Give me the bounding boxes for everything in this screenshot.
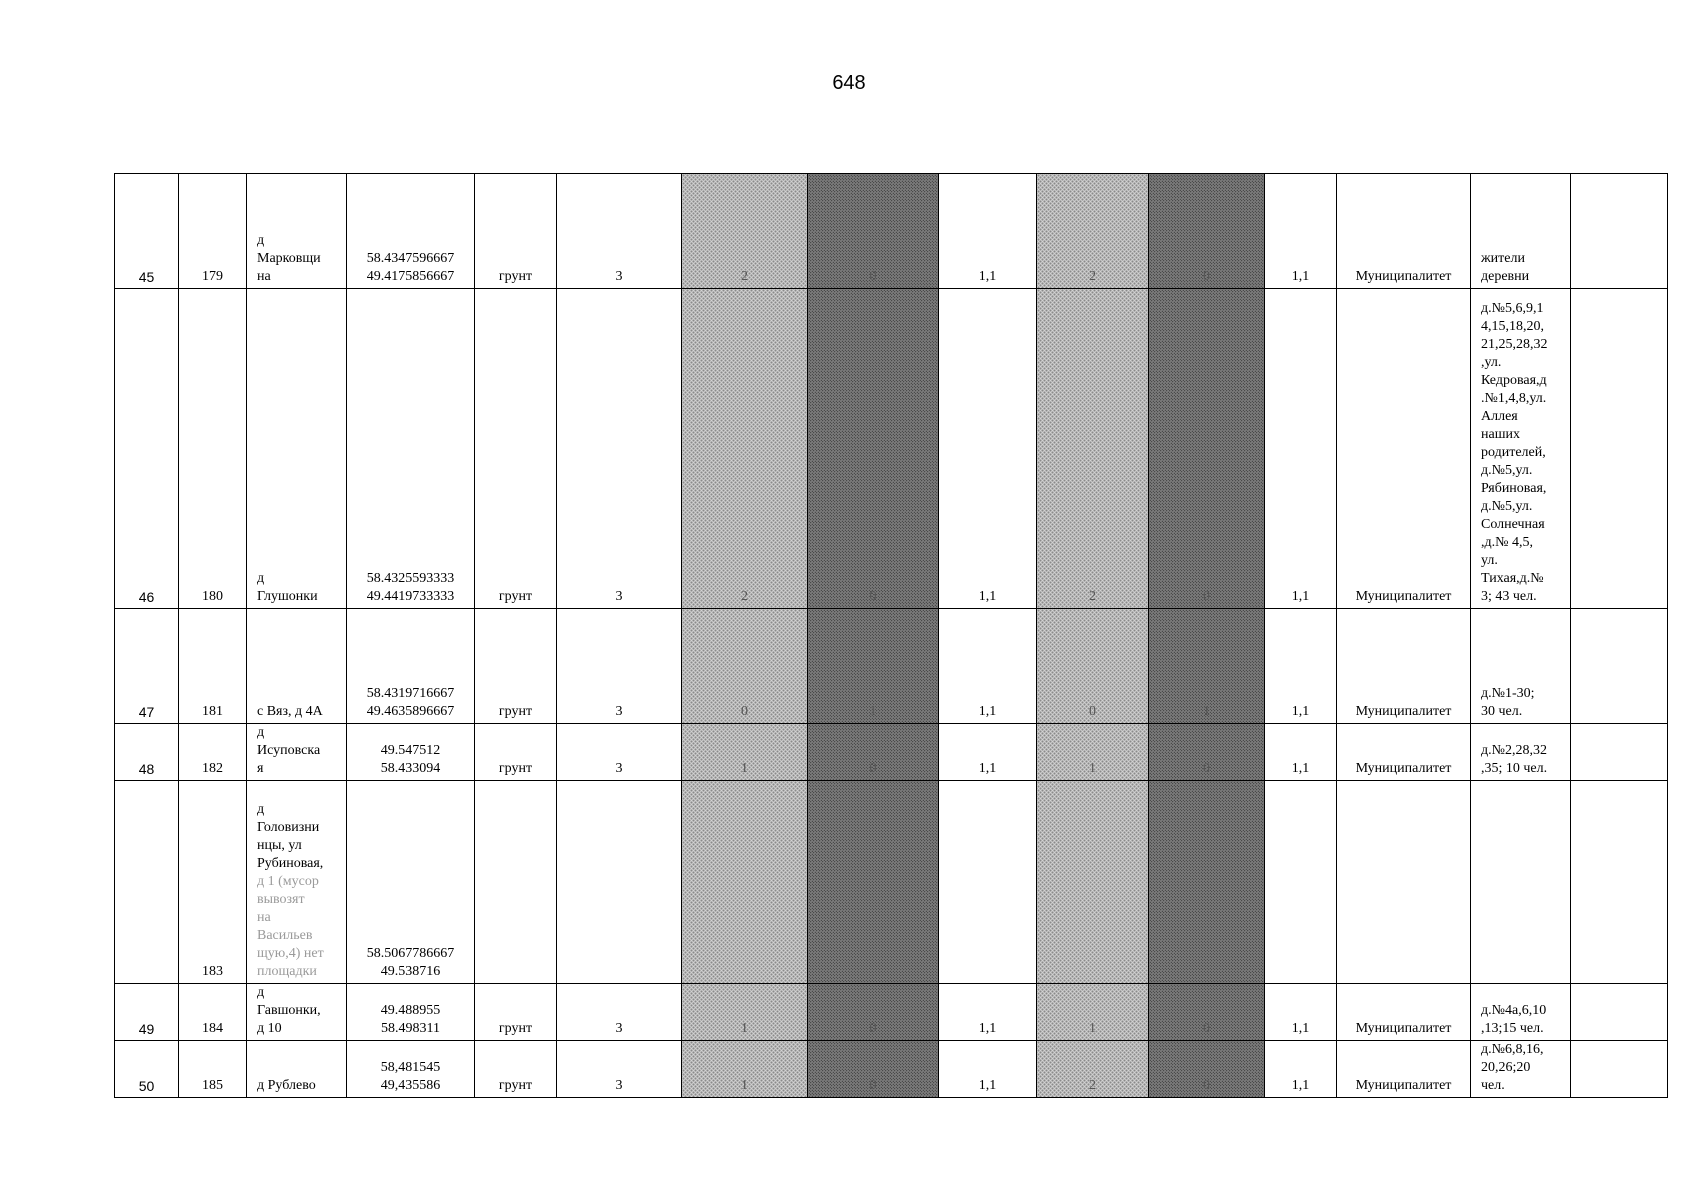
location-cell-line: д <box>257 571 265 586</box>
location-cell-line: Рубиновая, <box>257 856 324 871</box>
col12-cell: 1,1 <box>1265 174 1337 289</box>
location-cell-line: д 1 (мусор <box>257 874 319 889</box>
location-cell <box>247 174 347 289</box>
col8-cell <box>808 609 939 724</box>
col10-cell-value: 2 <box>1089 1078 1096 1093</box>
table-row <box>115 1041 1668 1098</box>
owner-cell: Муниципалитет <box>1337 174 1471 289</box>
notes-cell-line: 3; 43 чел. <box>1481 589 1537 604</box>
coordinates-cell <box>347 984 475 1041</box>
col10-cell <box>1037 781 1149 984</box>
col7-cell <box>682 289 808 609</box>
data-table <box>114 173 1668 1098</box>
owner-cell: Муниципалитет <box>1337 289 1471 609</box>
notes-cell-line: 20,26;20 <box>1481 1060 1531 1075</box>
col7-cell-value: 1 <box>741 1021 748 1036</box>
coordinates-cell-line: 49.488955 <box>380 1003 441 1018</box>
notes-cell-line: наших <box>1481 427 1520 442</box>
col11-cell <box>1149 289 1265 609</box>
col10-cell-value: 1 <box>1089 761 1096 776</box>
table-row <box>115 289 1668 609</box>
col9-cell: 1,1 <box>939 289 1037 609</box>
notes-cell-line: д.№5,6,9,1 <box>1481 301 1544 316</box>
col6-cell: 3 <box>557 1041 682 1098</box>
notes-cell-line: 30 чел. <box>1481 704 1523 719</box>
extra-cell <box>1571 609 1668 724</box>
owner-cell: Муниципалитет <box>1337 609 1471 724</box>
col12-cell: 1,1 <box>1265 984 1337 1041</box>
col9-cell: 1,1 <box>939 724 1037 781</box>
row-number-cell: 48 <box>115 724 179 781</box>
col7-cell <box>682 781 808 984</box>
col9-cell: 1,1 <box>939 609 1037 724</box>
table-row <box>115 174 1668 289</box>
col7-cell <box>682 1041 808 1098</box>
notes-cell-line: 4,15,18,20, <box>1481 319 1544 334</box>
location-cell-line: Гавшонки, <box>257 1003 321 1018</box>
coordinates-cell-line: 58.498311 <box>381 1021 440 1036</box>
table-row <box>115 984 1668 1041</box>
notes-cell-line: ,д.№ 4,5, <box>1481 535 1533 550</box>
col7-cell-value: 1 <box>741 1078 748 1093</box>
notes-cell <box>1471 174 1571 289</box>
col9-cell: 1,1 <box>939 1041 1037 1098</box>
location-cell-line: Головизни <box>257 820 320 835</box>
notes-cell-line: чел. <box>1481 1078 1505 1093</box>
col8-cell-value: 0 <box>869 1078 877 1093</box>
col8-cell-value: 0 <box>869 761 877 776</box>
col11-cell-value: 0 <box>1203 1078 1210 1093</box>
location-cell <box>247 781 347 984</box>
col9-cell: 1,1 <box>939 984 1037 1041</box>
owner-cell: Муниципалитет <box>1337 724 1471 781</box>
coordinates-cell-line: 49.538716 <box>380 964 441 979</box>
surface-cell: грунт <box>475 174 557 289</box>
location-cell-line: Марковщи <box>257 251 321 266</box>
col11-cell-value: 1 <box>1203 704 1210 719</box>
table-body <box>115 174 1668 1098</box>
extra-cell <box>1571 781 1668 984</box>
col10-cell-value: 2 <box>1089 269 1096 284</box>
coordinates-cell-line: 58.4347596667 <box>366 251 455 266</box>
location-cell-line: д <box>257 725 265 740</box>
col8-cell-value: 0 <box>869 589 877 604</box>
notes-cell-line: д.№5,ул. <box>1481 499 1533 514</box>
notes-cell-line: .№1,4,8,ул. <box>1481 391 1547 406</box>
extra-cell <box>1571 984 1668 1041</box>
location-cell-line: на <box>257 269 271 284</box>
location-cell-line: нцы, ул <box>257 838 302 853</box>
coordinates-cell-line: 58.5067786667 <box>366 946 455 961</box>
coordinates-cell-line: 58.4319716667 <box>366 686 455 701</box>
notes-cell-line: Рябиновая, <box>1481 481 1547 496</box>
row-number-cell: 47 <box>115 609 179 724</box>
col6-cell: 3 <box>557 174 682 289</box>
row-number-cell: 46 <box>115 289 179 609</box>
col7-cell-value: 2 <box>741 269 748 284</box>
coordinates-cell-line: 49.4419733333 <box>366 589 455 604</box>
location-cell <box>247 984 347 1041</box>
location-cell-line: вывозят <box>257 892 305 907</box>
location-cell-line: на <box>257 910 271 925</box>
col9-cell <box>939 781 1037 984</box>
col7-cell <box>682 724 808 781</box>
col7-cell-value: 1 <box>741 761 748 776</box>
col6-cell: 3 <box>557 724 682 781</box>
row-number-cell: 45 <box>115 174 179 289</box>
location-cell <box>247 609 347 724</box>
location-cell-line: щую,4) нет <box>257 946 324 961</box>
col6-cell: 3 <box>557 609 682 724</box>
surface-cell <box>475 781 557 984</box>
location-cell-line: д 10 <box>257 1021 282 1036</box>
col7-cell <box>682 984 808 1041</box>
notes-cell <box>1471 984 1571 1041</box>
col8-cell <box>808 984 939 1041</box>
location-cell-line: Глушонки <box>257 589 318 604</box>
surface-cell: грунт <box>475 289 557 609</box>
col10-cell <box>1037 609 1149 724</box>
col8-cell <box>808 724 939 781</box>
table-row <box>115 781 1668 984</box>
col11-cell-value: 0 <box>1203 1021 1210 1036</box>
notes-cell-line: д.№5,ул. <box>1481 463 1533 478</box>
page-number: 648 <box>832 72 866 94</box>
col10-cell-value: 2 <box>1089 589 1096 604</box>
surface-cell: грунт <box>475 1041 557 1098</box>
notes-cell-line: Солнечная <box>1481 517 1545 532</box>
location-cell <box>247 1041 347 1098</box>
col6-cell: 3 <box>557 289 682 609</box>
notes-cell <box>1471 781 1571 984</box>
location-cell-line: с Вяз, д 4А <box>257 704 323 719</box>
site-id-cell: 183 <box>179 781 247 984</box>
coordinates-cell-line: 58.4325593333 <box>366 571 455 586</box>
owner-cell: Муниципалитет <box>1337 984 1471 1041</box>
table-row <box>115 609 1668 724</box>
notes-cell-line: ,35; 10 чел. <box>1481 761 1548 776</box>
notes-cell-line: д.№6,8,16, <box>1481 1042 1544 1057</box>
col6-cell: 3 <box>557 984 682 1041</box>
notes-cell <box>1471 724 1571 781</box>
location-cell-line: Васильев <box>257 928 313 943</box>
location-cell-line: площадки <box>257 964 317 979</box>
site-id-cell: 179 <box>179 174 247 289</box>
col8-cell-value: 0 <box>869 1021 877 1036</box>
notes-cell-line: д.№4а,6,10 <box>1481 1003 1547 1018</box>
col11-cell <box>1149 609 1265 724</box>
col12-cell: 1,1 <box>1265 724 1337 781</box>
coordinates-cell-line: 58.433094 <box>380 761 441 776</box>
col12-cell: 1,1 <box>1265 1041 1337 1098</box>
notes-cell-line: деревни <box>1481 269 1530 284</box>
col11-cell-value: 0 <box>1203 589 1210 604</box>
coordinates-cell-line: 58,481545 <box>380 1060 441 1075</box>
notes-cell-line: ,ул. <box>1481 355 1502 370</box>
notes-cell-line: ул. <box>1481 553 1498 568</box>
col10-cell-value: 0 <box>1089 704 1096 719</box>
col10-cell <box>1037 984 1149 1041</box>
col11-cell <box>1149 781 1265 984</box>
col8-cell <box>808 781 939 984</box>
site-id-cell: 181 <box>179 609 247 724</box>
notes-cell-line: Аллея <box>1481 409 1518 424</box>
coordinates-cell <box>347 289 475 609</box>
location-cell-line: д <box>257 985 265 1000</box>
notes-cell-line: д.№1-30; <box>1481 686 1535 701</box>
surface-cell: грунт <box>475 724 557 781</box>
notes-cell <box>1471 1041 1571 1098</box>
site-id-cell: 184 <box>179 984 247 1041</box>
extra-cell <box>1571 1041 1668 1098</box>
row-number-cell: 50 <box>115 1041 179 1098</box>
col11-cell <box>1149 1041 1265 1098</box>
notes-cell-line: жители <box>1481 251 1525 266</box>
extra-cell <box>1571 724 1668 781</box>
col7-cell-value: 0 <box>741 704 748 719</box>
col7-cell <box>682 174 808 289</box>
col11-cell <box>1149 724 1265 781</box>
col10-cell <box>1037 174 1149 289</box>
notes-cell-line: д.№2,28,32 <box>1481 743 1547 758</box>
location-cell-line: д Рублево <box>257 1078 316 1093</box>
coordinates-cell <box>347 724 475 781</box>
coordinates-cell <box>347 1041 475 1098</box>
notes-cell-line: ,13;15 чел. <box>1481 1021 1544 1036</box>
col8-cell <box>808 174 939 289</box>
col12-cell: 1,1 <box>1265 609 1337 724</box>
coordinates-cell-line: 49.4635896667 <box>366 704 455 719</box>
location-cell-line: я <box>257 761 264 776</box>
col8-cell <box>808 289 939 609</box>
col11-cell <box>1149 174 1265 289</box>
col11-cell-value: 0 <box>1203 269 1210 284</box>
location-cell-line: д <box>257 233 265 248</box>
site-id-cell: 180 <box>179 289 247 609</box>
col10-cell-value: 1 <box>1089 1021 1096 1036</box>
coordinates-cell <box>347 174 475 289</box>
table-row <box>115 724 1668 781</box>
col8-cell <box>808 1041 939 1098</box>
notes-cell-line: Кедровая,д <box>1481 373 1547 388</box>
surface-cell: грунт <box>475 609 557 724</box>
col12-cell <box>1265 781 1337 984</box>
col12-cell: 1,1 <box>1265 289 1337 609</box>
coordinates-cell <box>347 781 475 984</box>
notes-cell-line: родителей, <box>1481 445 1546 460</box>
col10-cell <box>1037 1041 1149 1098</box>
col10-cell <box>1037 289 1149 609</box>
extra-cell <box>1571 174 1668 289</box>
col7-cell-value: 2 <box>741 589 748 604</box>
notes-cell <box>1471 289 1571 609</box>
extra-cell <box>1571 289 1668 609</box>
surface-cell: грунт <box>475 984 557 1041</box>
coordinates-cell <box>347 609 475 724</box>
location-cell <box>247 289 347 609</box>
location-cell <box>247 724 347 781</box>
col6-cell <box>557 781 682 984</box>
location-cell-line: Исуповска <box>257 743 321 758</box>
notes-cell-line: Тихая,д.№ <box>1481 571 1544 586</box>
coordinates-cell-line: 49,435586 <box>380 1078 441 1093</box>
location-cell-line: д <box>257 802 265 817</box>
row-number-cell: 49 <box>115 984 179 1041</box>
coordinates-cell-line: 49.4175856667 <box>366 269 455 284</box>
col11-cell <box>1149 984 1265 1041</box>
owner-cell: Муниципалитет <box>1337 1041 1471 1098</box>
site-id-cell: 182 <box>179 724 247 781</box>
col9-cell: 1,1 <box>939 174 1037 289</box>
row-number-cell <box>115 781 179 984</box>
coordinates-cell-line: 49.547512 <box>380 743 441 758</box>
col8-cell-value: 0 <box>869 269 877 284</box>
col8-cell-value: 1 <box>869 704 877 719</box>
col10-cell <box>1037 724 1149 781</box>
owner-cell <box>1337 781 1471 984</box>
site-id-cell: 185 <box>179 1041 247 1098</box>
notes-cell-line: 21,25,28,32 <box>1481 337 1548 352</box>
notes-cell <box>1471 609 1571 724</box>
col11-cell-value: 0 <box>1203 761 1210 776</box>
col7-cell <box>682 609 808 724</box>
